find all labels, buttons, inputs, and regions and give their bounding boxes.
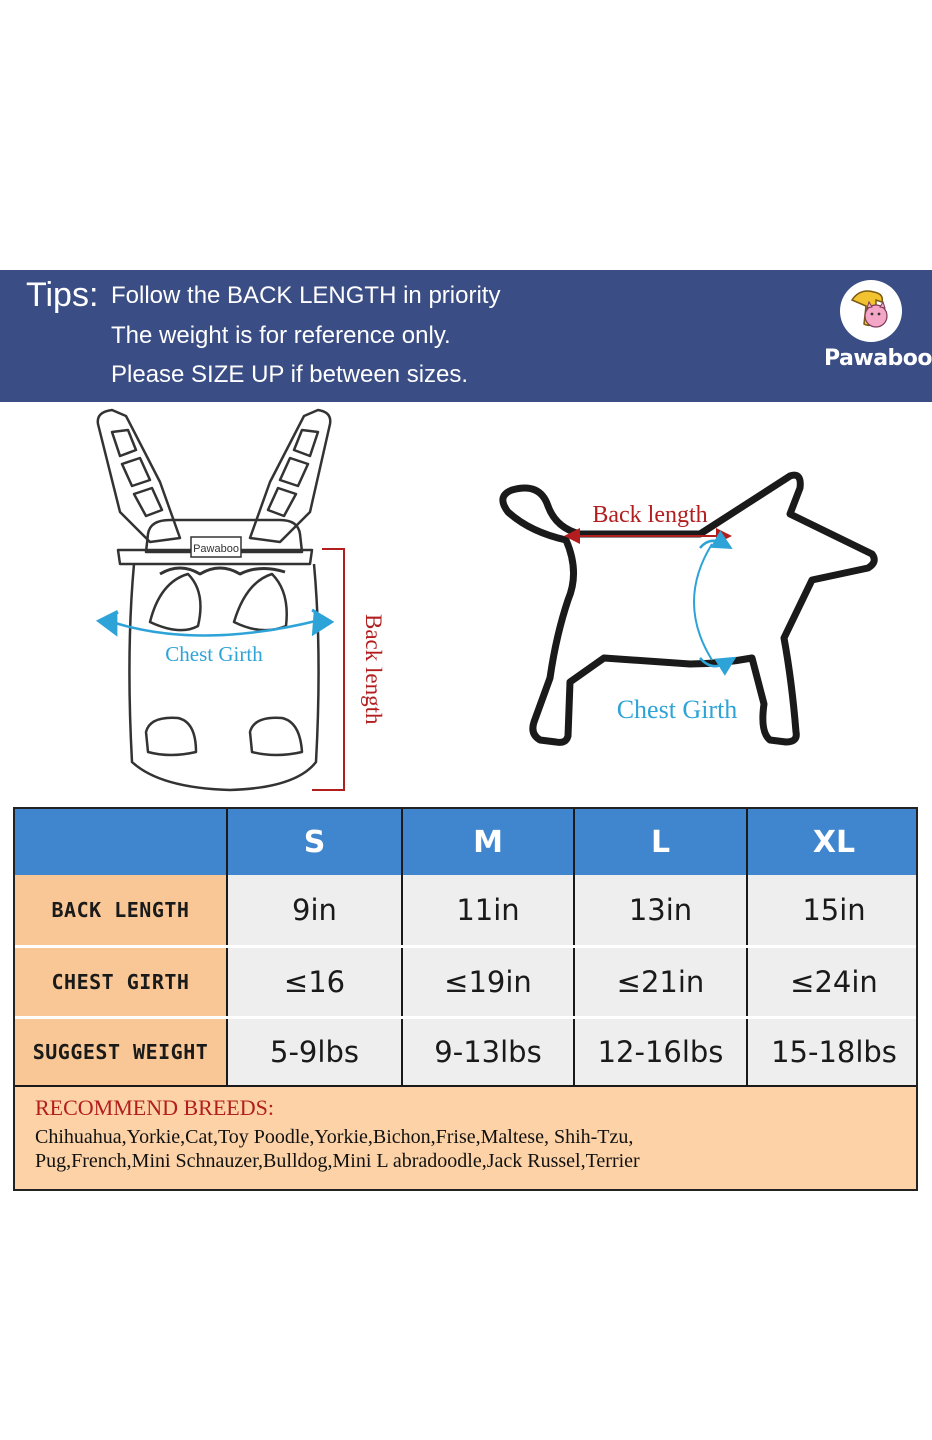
breeds-line-1: Chihuahua,Yorkie,Cat,Toy Poodle,Yorkie,Bichon,Frise,Maltese, Shih-Tzu, (35, 1126, 634, 1148)
carrier-tag-text: Pawaboo (193, 543, 239, 555)
size-header-row (15, 809, 918, 875)
table-cell: ≤19in (401, 948, 573, 1016)
breeds-list (35, 1125, 905, 1173)
breeds-title: RECOMMEND BREEDS: (35, 1095, 274, 1120)
measurement-diagram (0, 402, 932, 806)
table-cell: ≤16 (226, 948, 401, 1016)
row-label-suggest-weight: SUGGEST WEIGHT (15, 1019, 226, 1085)
diagram-svg (0, 402, 932, 806)
table-cell: 9-13lbs (401, 1019, 573, 1085)
carrier-illustration (98, 410, 330, 790)
table-row (15, 948, 918, 1016)
size-header-l: L (573, 809, 746, 875)
row-label-back-length: BACK LENGTH (15, 875, 226, 945)
brand-logo (820, 280, 932, 392)
table-cell: 12-16lbs (573, 1019, 746, 1085)
table-cell: 13in (573, 875, 746, 945)
table-row (15, 1019, 918, 1085)
logo-dog-cat-icon (840, 280, 902, 342)
dog-back-length-label: Back length (592, 502, 708, 528)
table-cell: ≤24in (746, 948, 918, 1016)
dog-chest-girth-label: Chest Girth (616, 695, 738, 724)
breeds-line-2: Pug,French,Mini Schnauzer,Bulldog,Mini L abradoodle,Jack Russel,Terrier (35, 1150, 640, 1172)
size-header-m: M (401, 809, 573, 875)
table-cell: 5-9lbs (226, 1019, 401, 1085)
tips-banner (0, 270, 932, 402)
brand-name: Pawaboo (824, 346, 932, 371)
table-cell: 15-18lbs (746, 1019, 918, 1085)
tip-line-1: Follow the BACK LENGTH in priority (111, 282, 501, 309)
row-label-chest-girth: CHEST GIRTH (15, 948, 226, 1016)
table-cell: 11in (401, 875, 573, 945)
carrier-chest-girth-arrow (111, 610, 320, 636)
carrier-back-length-label: Back length (361, 614, 386, 725)
header-corner-cell (15, 809, 226, 875)
tips-title: Tips: (26, 276, 99, 314)
size-header-s: S (226, 809, 401, 875)
carrier-chest-girth-label: Chest Girth (165, 642, 263, 666)
size-header-xl: XL (746, 809, 918, 875)
table-row (15, 875, 918, 945)
tip-line-3: Please SIZE UP if between sizes. (111, 361, 469, 388)
tip-line-2: The weight is for reference only. (111, 322, 451, 349)
table-cell: 9in (226, 875, 401, 945)
dog-chest-girth-arc (694, 544, 712, 660)
table-cell: 15in (746, 875, 918, 945)
recommend-breeds-section (15, 1085, 918, 1191)
table-cell: ≤21in (573, 948, 746, 1016)
size-table (13, 807, 918, 1191)
